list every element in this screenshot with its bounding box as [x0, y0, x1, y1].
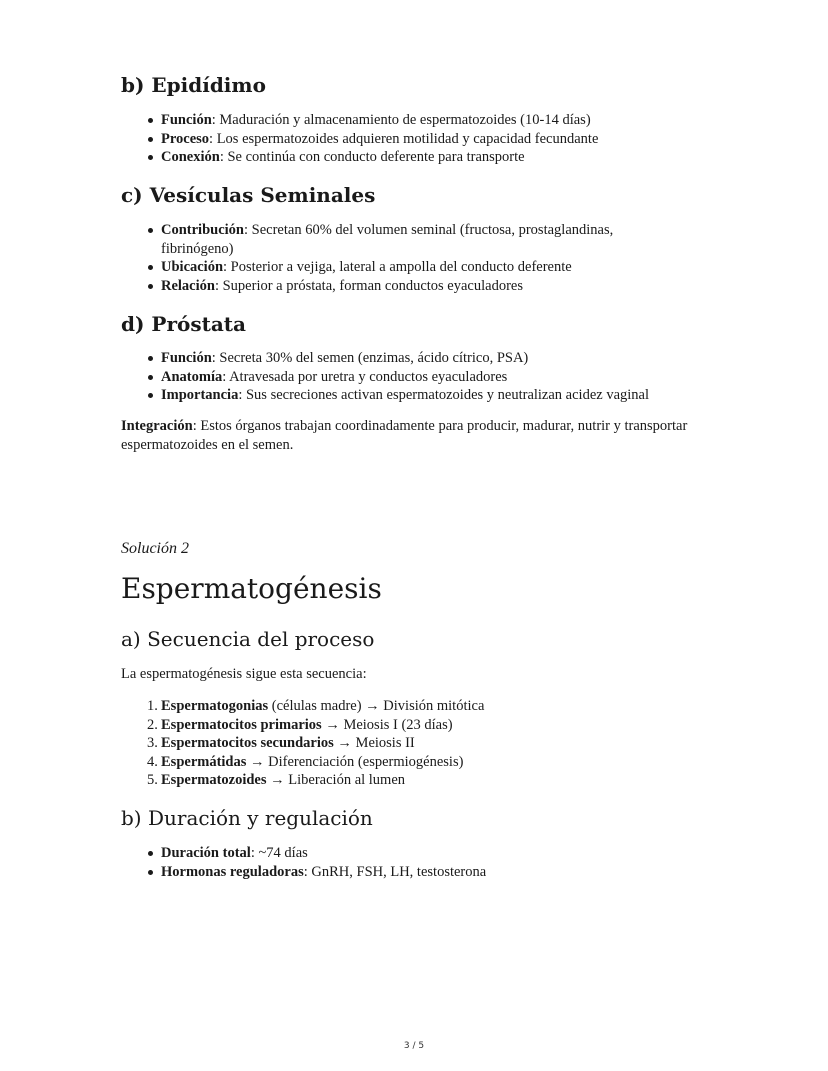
item-number: 2.	[147, 716, 158, 733]
list-secuencia	[121, 697, 721, 790]
list-item	[121, 130, 721, 149]
item-number: 1.	[147, 698, 158, 714]
page-title: Espermatogénesis	[121, 572, 382, 605]
item-term: Espermatocitos primarios	[161, 716, 322, 733]
item-text: → Meiosis I (23 días)	[321, 716, 453, 733]
item-term: Duración total	[161, 845, 251, 861]
item-text: : Los espermatozoides adquieren motilidad y capacidad fecundante	[209, 130, 599, 147]
list-item	[121, 771, 721, 790]
page-number: 3 / 5	[403, 1041, 425, 1051]
item-text: : Secretan 60% del volumen seminal (fructosa, prostaglandinas, fibrinógeno)	[161, 222, 614, 257]
list-item	[121, 221, 681, 258]
item-text: : Secreta 30% del semen (enzimas, ácido cítrico, PSA)	[211, 350, 529, 366]
heading-secuencia: a) Secuencia del proceso	[121, 627, 375, 651]
list-item	[121, 386, 761, 405]
item-text: : ~74 días	[250, 845, 308, 861]
item-term: Función	[161, 112, 212, 128]
item-term: Proceso	[161, 130, 210, 147]
solution-label: Solución 2	[121, 540, 189, 557]
item-number: 5.	[147, 772, 158, 788]
list-item	[121, 863, 721, 882]
heading-duracion: b) Duración y regulación	[121, 806, 373, 830]
item-text: (células madre) → División mitótica	[268, 698, 485, 714]
list-item	[121, 844, 721, 863]
item-term: Espermátidas	[161, 753, 247, 770]
list-item	[121, 368, 761, 387]
item-term: Función	[161, 350, 212, 366]
item-text: → Diferenciación (espermiogénesis)	[246, 753, 464, 770]
list-item	[121, 277, 681, 296]
item-number: 3.	[147, 735, 158, 751]
list-epididimo	[121, 111, 721, 167]
item-text: → Meiosis II	[333, 735, 415, 751]
list-item	[121, 349, 761, 368]
list-item	[121, 753, 721, 772]
heading-vesiculas: c) Vesículas Seminales	[121, 183, 376, 207]
item-text: : GnRH, FSH, LH, testosterona	[303, 863, 487, 880]
item-term: Hormonas reguladoras	[161, 863, 304, 880]
sequence-intro: La espermatogénesis sigue esta secuencia:	[121, 666, 367, 682]
paragraph-text: : Estos órganos trabajan coordinadamente para producir, madurar, nutrir y transportar espermatozoides en el semen.	[121, 418, 688, 453]
list-prostata	[121, 349, 761, 405]
item-text: : Posterior a vejiga, lateral a ampolla del conducto deferente	[223, 259, 572, 275]
list-item	[121, 734, 721, 753]
heading-prostata: d) Próstata	[121, 312, 246, 336]
item-term: Importancia	[161, 387, 239, 403]
item-text: → Liberación al lumen	[266, 772, 406, 788]
list-item	[121, 716, 721, 735]
item-term: Contribución	[161, 222, 244, 238]
item-text: : Maduración y almacenamiento de espermatozoides (10-14 días)	[211, 112, 591, 128]
list-item	[121, 148, 721, 167]
item-term: Relación	[161, 277, 215, 294]
paragraph-term: Integración	[121, 418, 193, 434]
list-item	[121, 697, 721, 716]
list-item	[121, 258, 761, 277]
item-term: Espermatocitos secundarios	[161, 735, 334, 751]
item-number: 4.	[147, 753, 158, 770]
item-text: : Atravesada por uretra y conductos eyaculadores	[222, 368, 508, 385]
item-term: Ubicación	[161, 259, 224, 275]
list-duracion	[121, 844, 721, 881]
list-item	[121, 111, 721, 130]
heading-epididimo: b) Epidídimo	[121, 73, 266, 97]
item-term: Espermatozoides	[161, 772, 267, 788]
integration-paragraph	[121, 417, 701, 455]
item-term: Conexión	[161, 149, 220, 165]
item-text: : Se continúa con conducto deferente para transporte	[219, 149, 525, 165]
item-term: Anatomía	[161, 368, 223, 385]
item-text: : Sus secreciones activan espermatozoides y neutralizan acidez vaginal	[238, 387, 650, 403]
list-vesiculas	[121, 221, 681, 295]
item-text: : Superior a próstata, forman conductos eyaculadores	[214, 277, 523, 294]
item-term: Espermatogonias	[161, 698, 269, 714]
